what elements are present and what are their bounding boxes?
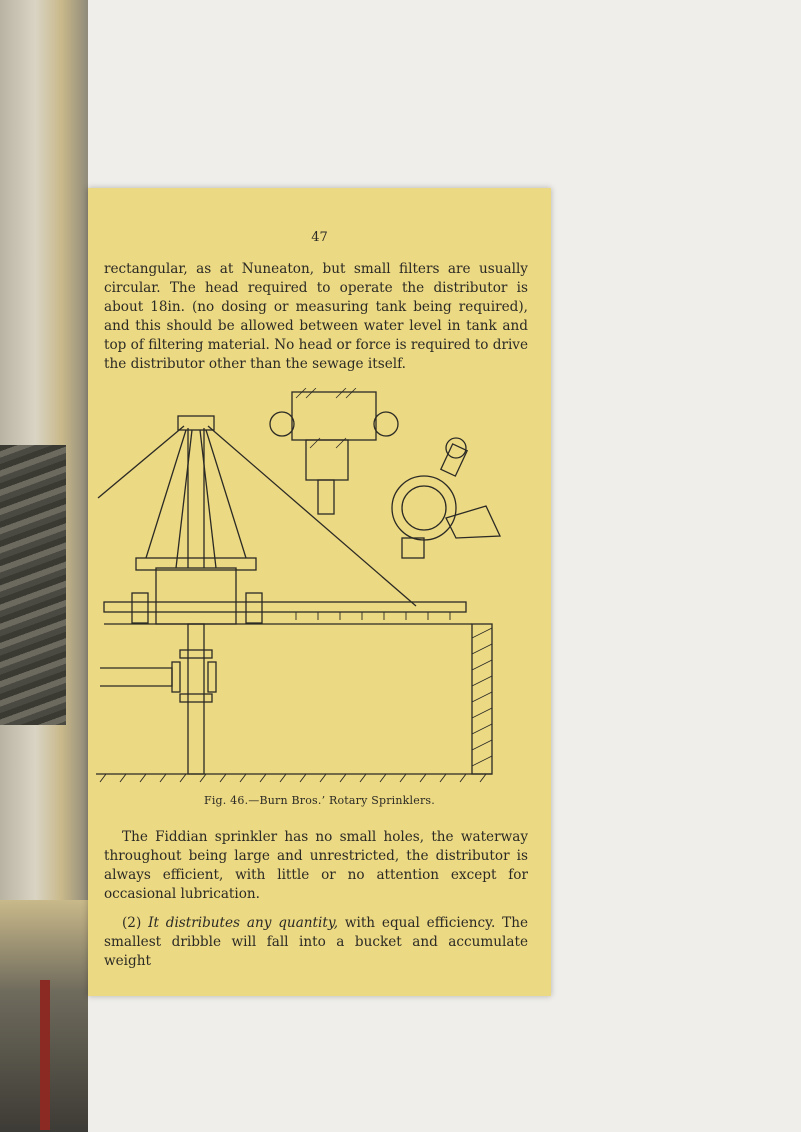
- paragraph-distribution: [104, 914, 528, 971]
- figure-caption: Fig. 46.—Burn Bros.’ Rotary Sprinklers.: [204, 794, 435, 807]
- adjacent-page-photo: [0, 445, 66, 725]
- adjacent-page-edge: [0, 0, 88, 1132]
- paragraph-fiddian: The Fiddian sprinkler has no small holes, the waterway throughout being large and unrestricted, the distributor is always efficient, with little or no attention except for occasional lubrication.: [104, 829, 528, 902]
- paragraph-distributor-head: rectangular, as at Nuneaton, but small filters are usually circular. The head required to operate the distributor is about 18in. (no dosing or measuring tank being required), and this should be allowed between water level in tank and top of filtering material. No head or force is required to drive the distributor other than the sewage itself.: [104, 261, 529, 372]
- paragraph-number: (2): [122, 915, 149, 931]
- bookmark-ribbon: [40, 980, 50, 1130]
- paragraph-rest: with equal efficiency. The smallest dribble will fall into a bucket and accumulate weight: [104, 915, 528, 969]
- rotary-sprinkler-figure: [96, 388, 544, 803]
- book-page: [88, 188, 551, 996]
- emphasis-phrase: It distributes any quantity,: [148, 915, 339, 931]
- page-number: 47: [311, 230, 328, 245]
